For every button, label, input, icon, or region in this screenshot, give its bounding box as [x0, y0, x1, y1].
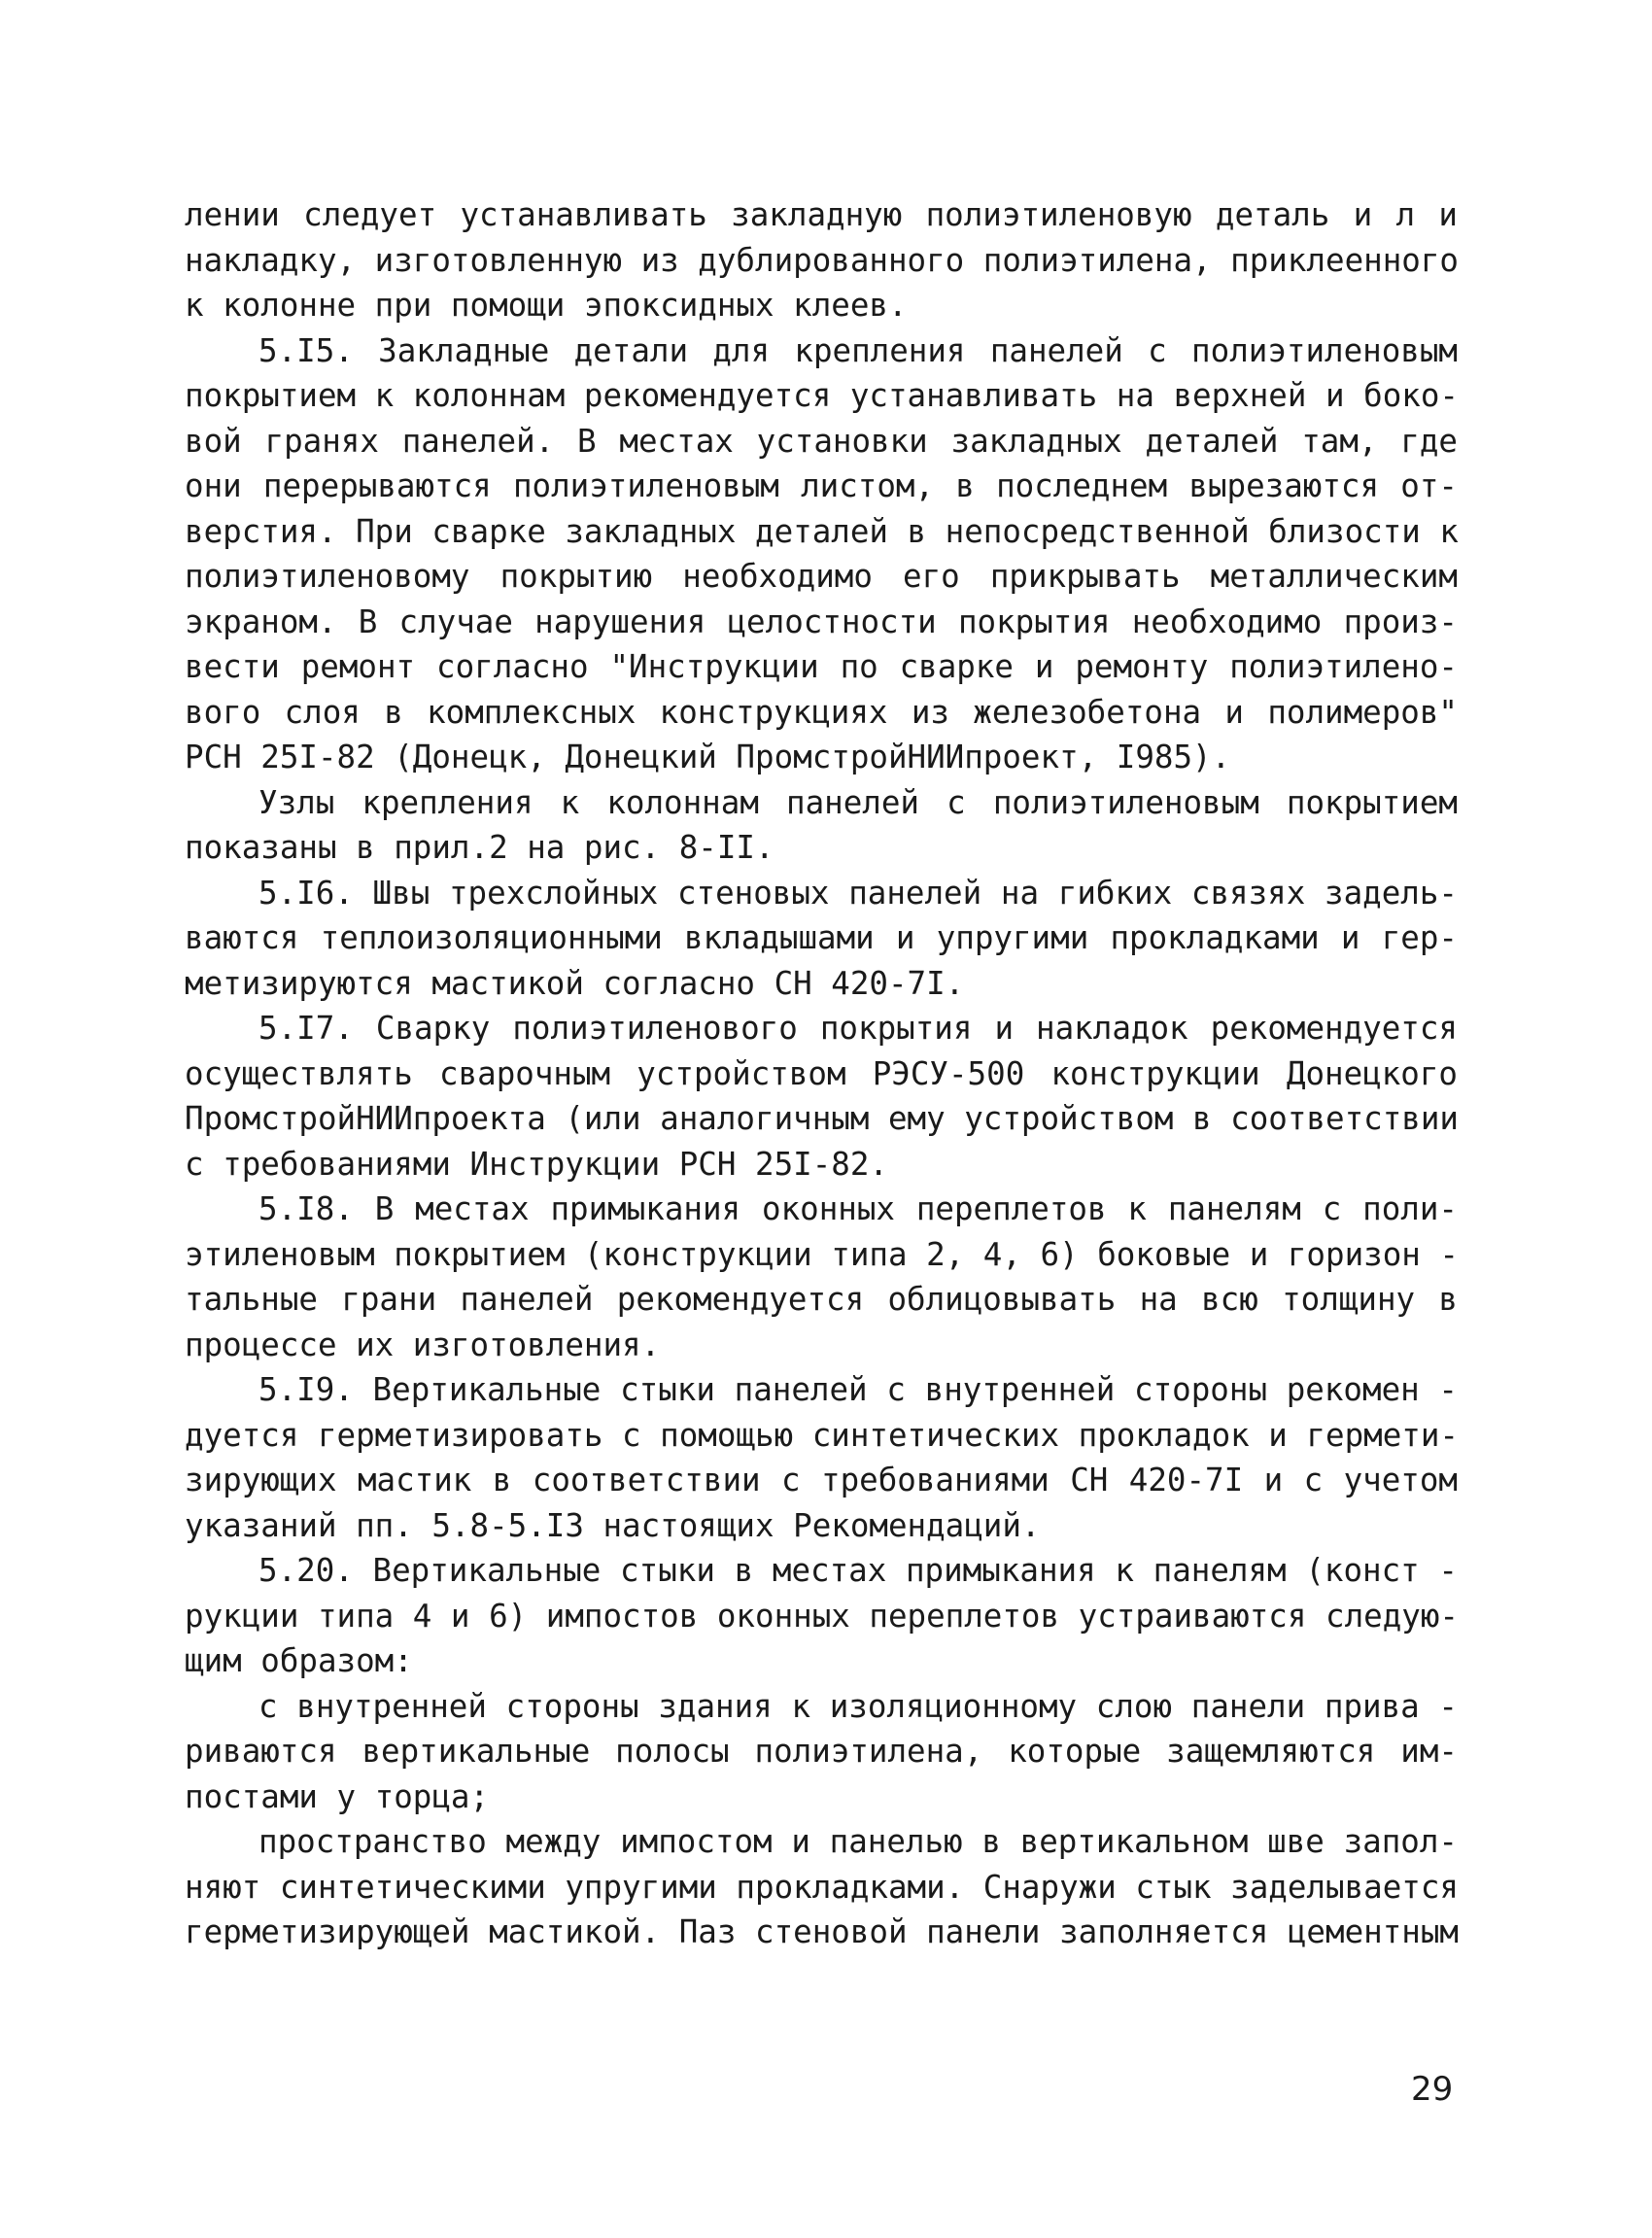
- text-line: 5.I6. Швы трехслойных стеновых панелей на гибких связях задель-: [258, 874, 1458, 912]
- text-line: зирующих мастик в соответствии с требованиями СН 420-7I и с учетом: [185, 1462, 1458, 1498]
- paragraph: [185, 1006, 1458, 1187]
- text-line: они перерываются полиэтиленовым листом, в последнем вырезаются от-: [185, 467, 1458, 504]
- paragraph: [185, 192, 1458, 328]
- paragraph: [185, 871, 1458, 1007]
- text-line: покрытием к колоннам рекомендуется устанавливать на верхней и боко-: [185, 377, 1459, 414]
- paragraph: [185, 780, 1458, 871]
- text-line: щим образом:: [185, 1642, 413, 1679]
- text-line: к колонне при помощи эпоксидных клеев.: [185, 287, 908, 324]
- text-line: ПромстройНИИпроекта (или аналогичным ему устройством в соответствии: [185, 1100, 1459, 1137]
- page-number: 29: [1411, 2070, 1454, 2109]
- main-text: [185, 192, 1458, 1955]
- text-line: с требованиями Инструкции РСН 25I-82.: [185, 1145, 888, 1183]
- text-line: показаны в прил.2 на рис. 8-II.: [185, 829, 774, 866]
- text-line: вого слоя в комплексных конструкциях из железобетона и полимеров": [185, 693, 1458, 731]
- text-line: экраном. В случае нарушения целостности покрытия необходимо произ-: [185, 603, 1458, 640]
- paragraph: [185, 1819, 1458, 1955]
- text-line: пространство между импостом и панелью в вертикальном шве запол-: [258, 1823, 1458, 1860]
- text-line: осуществлять сварочным устройством РЭСУ-500 конструкции Донецкого: [185, 1054, 1458, 1092]
- text-line: 5.I9. Вертикальные стыки панелей с внутренней стороны рекомен -: [258, 1371, 1458, 1408]
- text-line: метизируются мастикой согласно СН 420-7I.: [185, 964, 965, 1002]
- text-line: риваются вертикальные полосы полиэтилена, которые защемляются им-: [185, 1733, 1458, 1770]
- text-line: герметизирующей мастикой. Паз стеновой панели заполняется цементным: [185, 1913, 1459, 1950]
- text-line: дуется герметизировать с помощью синтетических прокладок и гермети-: [185, 1416, 1459, 1454]
- text-line: вести ремонт согласно "Инструкции по сварке и ремонту полиэтилено-: [185, 648, 1458, 685]
- text-line: 5.I8. В местах примыкания оконных переплетов к панелям с поли-: [258, 1190, 1458, 1227]
- text-line: 5.I7. Сварку полиэтиленового покрытия и накладок рекомендуется: [258, 1010, 1458, 1047]
- text-line: РСН 25I-82 (Донецк, Донецкий ПромстройНИИпроект, I985).: [185, 739, 1231, 775]
- text-line: лении следует устанавливать закладную полиэтиленовую деталь и л и: [185, 196, 1458, 233]
- paragraph: [185, 1548, 1458, 1684]
- page-body: [185, 192, 1458, 1955]
- text-line: полиэтиленовому покрытию необходимо его прикрывать металлическим: [185, 558, 1458, 595]
- text-line: тальные грани панелей рекомендуется облицовывать на всю толщину в: [185, 1281, 1458, 1318]
- paragraph: [185, 1187, 1458, 1367]
- text-line: 5.20. Вертикальные стыки в местах примыкания к панелям (конст -: [258, 1552, 1458, 1589]
- paragraph: [185, 1367, 1458, 1548]
- text-line: няют синтетическими упругими прокладками. Снаружи стык заделывается: [185, 1868, 1459, 1906]
- text-line: этиленовым покрытием (конструкции типа 2, 4, 6) боковые и горизон -: [185, 1235, 1459, 1273]
- paragraph: [185, 328, 1458, 780]
- text-line: накладку, изготовленную из дублированного полиэтилена, приклеенного: [185, 241, 1459, 279]
- text-line: процессе их изготовления.: [185, 1326, 661, 1363]
- text-line: верстия. При сварке закладных деталей в непосредственной близости к: [185, 512, 1459, 550]
- paragraph: [185, 1684, 1458, 1820]
- text-line: ваются теплоизоляционными вкладышами и упругими прокладками и гер-: [185, 919, 1458, 956]
- text-line: указаний пп. 5.8-5.I3 настоящих Рекомендаций.: [185, 1506, 1041, 1544]
- text-line: Узлы крепления к колоннам панелей с полиэтиленовым покрытием: [258, 783, 1458, 821]
- text-line: 5.I5. Закладные детали для крепления панелей с полиэтиленовым: [258, 331, 1458, 369]
- text-line: постами у торца;: [185, 1777, 490, 1815]
- text-line: вой гранях панелей. В местах установки закладных деталей там, где: [185, 422, 1458, 460]
- text-line: рукции типа 4 и 6) импостов оконных переплетов устраиваются следую-: [185, 1597, 1459, 1635]
- text-line: с внутренней стороны здания к изоляционному слою панели прива -: [258, 1687, 1458, 1725]
